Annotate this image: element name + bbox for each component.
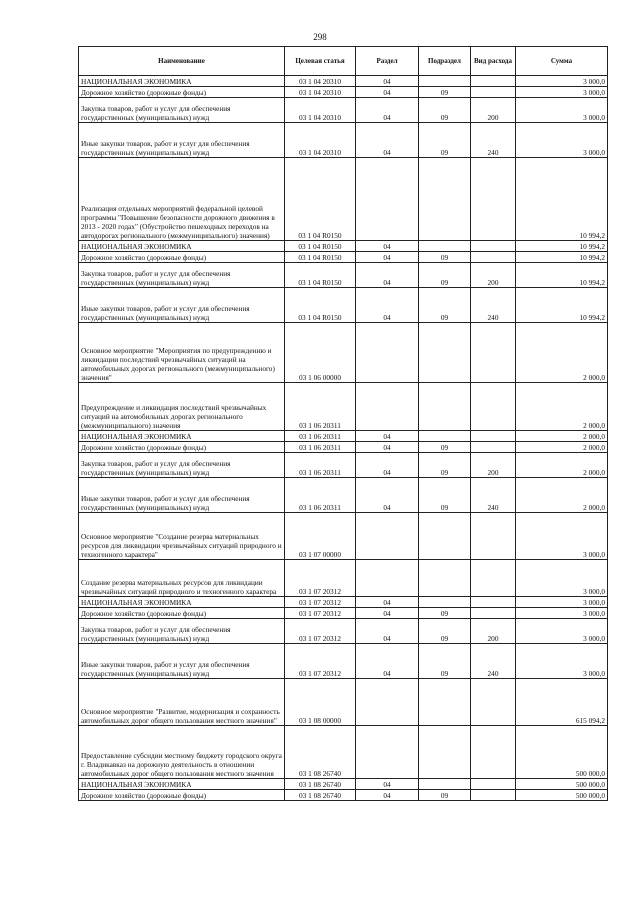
cell-amount: 3 000,0 xyxy=(516,608,608,619)
cell-name: НАЦИОНАЛЬНАЯ ЭКОНОМИКА xyxy=(79,76,285,87)
cell-section: 04 xyxy=(356,263,419,288)
cell-subsection xyxy=(419,597,471,608)
cell-subsection: 09 xyxy=(419,608,471,619)
cell-subsection: 09 xyxy=(419,123,471,158)
cell-name: Закупка товаров, работ и услуг для обеспечения государственных (муниципальных) нужд xyxy=(79,263,285,288)
cell-expense-type xyxy=(471,513,516,560)
column-header-expense-type: Вид расхода xyxy=(471,47,516,76)
cell-expense-type xyxy=(471,241,516,252)
cell-expense-type xyxy=(471,431,516,442)
cell-section: 04 xyxy=(356,431,419,442)
table-row xyxy=(79,644,608,679)
table-row xyxy=(79,241,608,252)
cell-section: 04 xyxy=(356,288,419,323)
cell-target: 03 1 04 R0150 xyxy=(285,158,356,241)
cell-section: 04 xyxy=(356,644,419,679)
cell-section: 04 xyxy=(356,76,419,87)
cell-target: 03 1 08 26740 xyxy=(285,726,356,779)
cell-expense-type xyxy=(471,779,516,790)
cell-name: Создание резерва материальных ресурсов для ликвидации чрезвычайных ситуаций природного и техногенного характера xyxy=(79,560,285,597)
cell-expense-type xyxy=(471,608,516,619)
cell-amount: 3 000,0 xyxy=(516,597,608,608)
cell-subsection: 09 xyxy=(419,263,471,288)
cell-section: 04 xyxy=(356,241,419,252)
cell-target: 03 1 07 20312 xyxy=(285,560,356,597)
cell-name: Закупка товаров, работ и услуг для обеспечения государственных (муниципальных) нужд xyxy=(79,453,285,478)
cell-amount: 3 000,0 xyxy=(516,87,608,98)
table-row xyxy=(79,608,608,619)
cell-expense-type: 200 xyxy=(471,263,516,288)
cell-section xyxy=(356,513,419,560)
cell-amount: 3 000,0 xyxy=(516,513,608,560)
cell-amount: 3 000,0 xyxy=(516,98,608,123)
table-row xyxy=(79,76,608,87)
cell-amount: 3 000,0 xyxy=(516,76,608,87)
cell-section: 04 xyxy=(356,87,419,98)
table-row xyxy=(79,323,608,383)
cell-name: Иные закупки товаров, работ и услуг для обеспечения государственных (муниципальных) нужд xyxy=(79,644,285,679)
column-header-section: Раздел xyxy=(356,47,419,76)
column-header-target: Целевая статья xyxy=(285,47,356,76)
cell-amount: 2 000,0 xyxy=(516,442,608,453)
cell-section xyxy=(356,560,419,597)
column-header-amount: Сумма xyxy=(516,47,608,76)
cell-amount: 10 994,2 xyxy=(516,252,608,263)
cell-expense-type xyxy=(471,560,516,597)
cell-expense-type: 200 xyxy=(471,98,516,123)
cell-target: 03 1 07 00000 xyxy=(285,513,356,560)
cell-expense-type xyxy=(471,87,516,98)
cell-expense-type xyxy=(471,252,516,263)
cell-subsection xyxy=(419,158,471,241)
cell-name: Дорожное хозяйство (дорожные фонды) xyxy=(79,608,285,619)
table-header-row xyxy=(79,47,608,76)
cell-section: 04 xyxy=(356,779,419,790)
table-row xyxy=(79,123,608,158)
cell-subsection xyxy=(419,76,471,87)
cell-subsection: 09 xyxy=(419,644,471,679)
cell-target: 03 1 07 20312 xyxy=(285,597,356,608)
table-row xyxy=(79,263,608,288)
table-row xyxy=(79,288,608,323)
cell-name: НАЦИОНАЛЬНАЯ ЭКОНОМИКА xyxy=(79,431,285,442)
cell-section: 04 xyxy=(356,98,419,123)
cell-amount: 500 000,0 xyxy=(516,779,608,790)
cell-name: Предупреждение и ликвидация последствий чрезвычайных ситуаций на автомобильных дорогах регионального (межмуниципального) значения xyxy=(79,383,285,431)
cell-section xyxy=(356,726,419,779)
cell-subsection xyxy=(419,513,471,560)
table-row xyxy=(79,87,608,98)
cell-name: Дорожное хозяйство (дорожные фонды) xyxy=(79,252,285,263)
cell-section xyxy=(356,383,419,431)
table-body xyxy=(79,76,608,801)
cell-section: 04 xyxy=(356,619,419,644)
cell-expense-type xyxy=(471,383,516,431)
cell-amount: 2 000,0 xyxy=(516,431,608,442)
cell-expense-type: 240 xyxy=(471,478,516,513)
cell-amount: 2 000,0 xyxy=(516,383,608,431)
cell-name: Дорожное хозяйство (дорожные фонды) xyxy=(79,790,285,801)
table-row xyxy=(79,453,608,478)
cell-amount: 2 000,0 xyxy=(516,323,608,383)
cell-subsection xyxy=(419,779,471,790)
table-row xyxy=(79,252,608,263)
cell-amount: 3 000,0 xyxy=(516,644,608,679)
cell-amount: 10 994,2 xyxy=(516,288,608,323)
cell-name: Дорожное хозяйство (дорожные фонды) xyxy=(79,442,285,453)
cell-amount: 615 094,2 xyxy=(516,679,608,726)
cell-amount: 10 994,2 xyxy=(516,241,608,252)
cell-name: Основное мероприятие "Создание резерва материальных ресурсов для ликвидации чрезвычайных ситуаций природного и техногенного характера" xyxy=(79,513,285,560)
cell-section: 04 xyxy=(356,453,419,478)
cell-amount: 10 994,2 xyxy=(516,263,608,288)
cell-target: 03 1 08 26740 xyxy=(285,779,356,790)
cell-expense-type xyxy=(471,726,516,779)
cell-name: Реализация отдельных мероприятий федеральной целевой программы "Повышение безопасности дорожного движения в 2013 - 2020 годах" (Обустройство пешеходных переходов на автодорогах регионального (межмуниципального) значения) xyxy=(79,158,285,241)
cell-expense-type xyxy=(471,76,516,87)
cell-target: 03 1 06 20311 xyxy=(285,383,356,431)
cell-name: Основное мероприятие "Развитие, модернизация и сохранность автомобильных дорог общего пользования местного значения" xyxy=(79,679,285,726)
cell-expense-type xyxy=(471,158,516,241)
cell-name: Иные закупки товаров, работ и услуг для обеспечения государственных (муниципальных) нужд xyxy=(79,478,285,513)
cell-expense-type: 240 xyxy=(471,644,516,679)
cell-target: 03 1 07 20312 xyxy=(285,644,356,679)
cell-subsection xyxy=(419,431,471,442)
table-row xyxy=(79,513,608,560)
cell-section: 04 xyxy=(356,252,419,263)
table-row xyxy=(79,779,608,790)
cell-target: 03 1 04 R0150 xyxy=(285,252,356,263)
cell-subsection: 09 xyxy=(419,252,471,263)
cell-target: 03 1 07 20312 xyxy=(285,608,356,619)
cell-name: Закупка товаров, работ и услуг для обеспечения государственных (муниципальных) нужд xyxy=(79,619,285,644)
cell-section xyxy=(356,679,419,726)
cell-target: 03 1 08 00000 xyxy=(285,679,356,726)
column-header-name: Наименование xyxy=(79,47,285,76)
cell-expense-type xyxy=(471,679,516,726)
table-row xyxy=(79,158,608,241)
cell-expense-type xyxy=(471,790,516,801)
cell-target: 03 1 04 20310 xyxy=(285,123,356,158)
cell-expense-type xyxy=(471,442,516,453)
cell-amount: 500 000,0 xyxy=(516,726,608,779)
cell-expense-type: 200 xyxy=(471,619,516,644)
cell-name: НАЦИОНАЛЬНАЯ ЭКОНОМИКА xyxy=(79,597,285,608)
cell-section: 04 xyxy=(356,597,419,608)
cell-amount: 3 000,0 xyxy=(516,123,608,158)
cell-name: Дорожное хозяйство (дорожные фонды) xyxy=(79,87,285,98)
cell-amount: 2 000,0 xyxy=(516,478,608,513)
cell-expense-type xyxy=(471,597,516,608)
cell-target: 03 1 06 00000 xyxy=(285,323,356,383)
table-row xyxy=(79,790,608,801)
cell-amount: 10 994,2 xyxy=(516,158,608,241)
cell-expense-type: 240 xyxy=(471,288,516,323)
cell-subsection: 09 xyxy=(419,288,471,323)
cell-target: 03 1 06 20311 xyxy=(285,431,356,442)
cell-expense-type: 240 xyxy=(471,123,516,158)
cell-amount: 500 000,0 xyxy=(516,790,608,801)
cell-target: 03 1 04 R0150 xyxy=(285,288,356,323)
cell-name: Предоставление субсидии местному бюджету городского округа г. Владикавказ на дорожную деятельность в отношении автомобильных дорог общего пользования местного значения xyxy=(79,726,285,779)
cell-subsection: 09 xyxy=(419,87,471,98)
cell-subsection: 09 xyxy=(419,453,471,478)
cell-subsection xyxy=(419,679,471,726)
cell-target: 03 1 06 20311 xyxy=(285,442,356,453)
cell-amount: 3 000,0 xyxy=(516,619,608,644)
cell-subsection: 09 xyxy=(419,442,471,453)
cell-name: НАЦИОНАЛЬНАЯ ЭКОНОМИКА xyxy=(79,241,285,252)
cell-section: 04 xyxy=(356,790,419,801)
cell-section: 04 xyxy=(356,123,419,158)
cell-subsection xyxy=(419,241,471,252)
cell-subsection xyxy=(419,323,471,383)
cell-subsection: 09 xyxy=(419,619,471,644)
table-row xyxy=(79,679,608,726)
cell-target: 03 1 08 26740 xyxy=(285,790,356,801)
column-header-subsection: Подраздел xyxy=(419,47,471,76)
page-number: 298 xyxy=(313,32,327,42)
cell-section: 04 xyxy=(356,442,419,453)
cell-section: 04 xyxy=(356,608,419,619)
cell-target: 03 1 04 R0150 xyxy=(285,241,356,252)
cell-subsection xyxy=(419,560,471,597)
cell-section: 04 xyxy=(356,478,419,513)
cell-subsection: 09 xyxy=(419,478,471,513)
cell-target: 03 1 06 20311 xyxy=(285,453,356,478)
cell-target: 03 1 04 R0150 xyxy=(285,263,356,288)
table-row xyxy=(79,442,608,453)
cell-subsection: 09 xyxy=(419,98,471,123)
table-row xyxy=(79,726,608,779)
cell-subsection xyxy=(419,383,471,431)
cell-target: 03 1 04 20310 xyxy=(285,87,356,98)
cell-amount: 3 000,0 xyxy=(516,560,608,597)
cell-section xyxy=(356,323,419,383)
cell-name: НАЦИОНАЛЬНАЯ ЭКОНОМИКА xyxy=(79,779,285,790)
table-row xyxy=(79,560,608,597)
cell-target: 03 1 06 20311 xyxy=(285,478,356,513)
cell-target: 03 1 04 20310 xyxy=(285,98,356,123)
cell-subsection: 09 xyxy=(419,790,471,801)
table-row xyxy=(79,619,608,644)
cell-name: Иные закупки товаров, работ и услуг для обеспечения государственных (муниципальных) нужд xyxy=(79,123,285,158)
table-row xyxy=(79,98,608,123)
table-row xyxy=(79,383,608,431)
cell-name: Закупка товаров, работ и услуг для обеспечения государственных (муниципальных) нужд xyxy=(79,98,285,123)
budget-table xyxy=(78,46,608,801)
cell-subsection xyxy=(419,726,471,779)
cell-target: 03 1 04 20310 xyxy=(285,76,356,87)
cell-expense-type xyxy=(471,323,516,383)
cell-name: Иные закупки товаров, работ и услуг для обеспечения государственных (муниципальных) нужд xyxy=(79,288,285,323)
table-row xyxy=(79,431,608,442)
cell-target: 03 1 07 20312 xyxy=(285,619,356,644)
table-row xyxy=(79,597,608,608)
table-row xyxy=(79,478,608,513)
cell-name: Основное мероприятие "Мероприятия по предупреждению и ликвидации последствий чрезвычайных ситуаций на автомобильных дорогах регионального (межмуниципального) значения" xyxy=(79,323,285,383)
cell-expense-type: 200 xyxy=(471,453,516,478)
cell-amount: 2 000,0 xyxy=(516,453,608,478)
cell-section xyxy=(356,158,419,241)
